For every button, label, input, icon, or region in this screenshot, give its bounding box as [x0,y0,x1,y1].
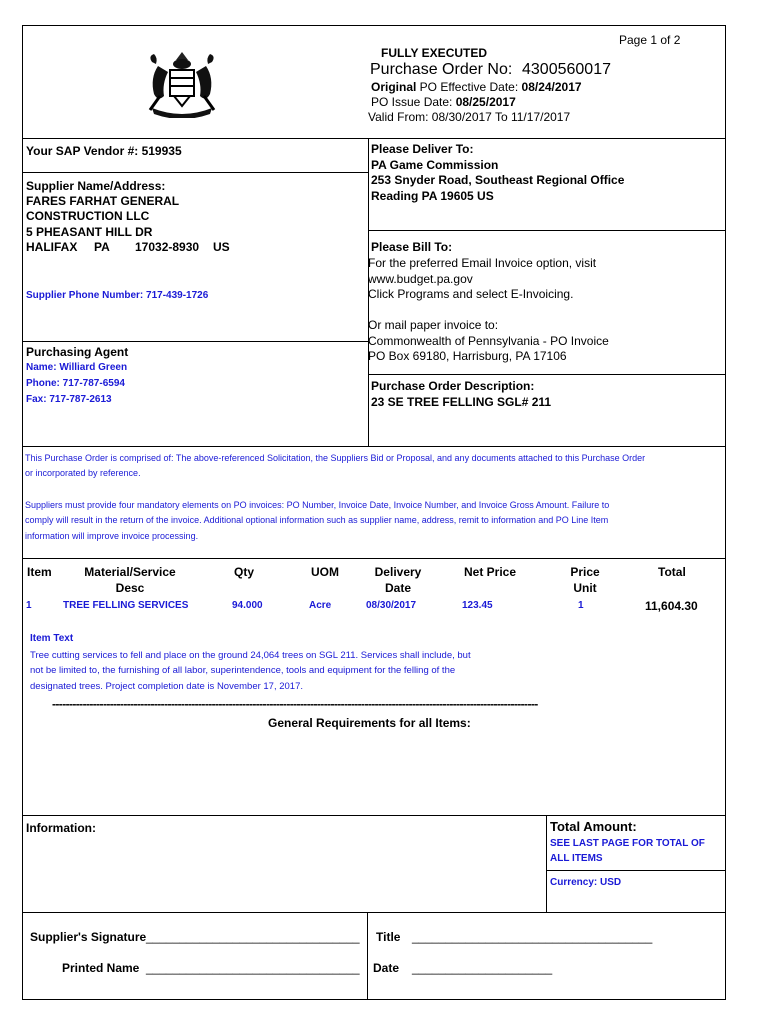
col-material-line2: Desc [115,581,145,595]
agent-phone: Phone: 717-787-6594 [26,378,125,389]
description-title: Purchase Order Description: [371,379,535,393]
supplier-signature-line[interactable]: ________________________________ [146,930,360,944]
bill-line5: Commonwealth of Pennsylvania - PO Invoice [368,334,609,348]
deliver-title: Please Deliver To: [371,142,474,156]
page-number: Page 1 of 2 [619,33,681,47]
row-item: 1 [26,600,32,611]
item-text-line2: not be limited to, the furnishing of all labor, superintendence, tools and equipment for the felling of the [30,665,456,676]
supplier-country: US [213,240,230,254]
col-price-line1: Price [570,565,600,579]
supplier-state: PA [94,240,110,254]
total-amount-title: Total Amount: [550,819,637,834]
col-item: Item [27,565,52,579]
bill-line3: Click Programs and select E-Invoicing. [368,287,574,301]
divider-footer [22,815,726,816]
deliver-line3: Reading PA 19605 US [371,189,494,203]
supplier-phone: Supplier Phone Number: 717-439-1726 [26,290,209,301]
description-text: 23 SE TREE FELLING SGL# 211 [371,395,552,409]
note-2a: Suppliers must provide four mandatory elements on PO invoices: PO Number, Invoice Date, Invoice Number, and Invoice Gross Amount. Failure to [25,500,610,510]
col-delivery-line1: Delivery [374,565,422,579]
divider-agent [22,341,368,342]
deliver-line2: 253 Snyder Road, Southeast Regional Office [371,173,625,187]
col-delivery-line2: Date [384,581,411,595]
note-1a: This Purchase Order is comprised of: The above-referenced Solicitation, the Suppliers Bid or Proposal, and any documents attached to this Purchase Order [25,453,646,463]
bill-line1: For the preferred Email Invoice option, visit [368,256,597,270]
col-price-unit [562,564,608,596]
po-issue-date [371,94,516,110]
total-line2: ALL ITEMS [550,853,603,864]
col-uom: UOM [311,565,339,579]
divider-vertical-total [546,815,547,912]
row-material: TREE FELLING SERVICES [63,600,189,611]
supplier-name-label: Supplier Name/Address: [26,179,166,193]
issue-date: 08/25/2017 [455,95,516,109]
supplier-line2: CONSTRUCTION LLC [26,209,150,223]
note-2c: information will improve invoice processing. [25,531,199,541]
col-price-line2: Unit [573,581,597,595]
divider-signature [22,912,726,913]
bill-title: Please Bill To: [371,240,453,254]
title-line[interactable]: ____________________________________ [412,930,653,944]
row-qty: 94.000 [232,600,263,611]
po-status: FULLY EXECUTED [381,46,488,60]
date-label: Date [373,961,400,975]
original-label: Original [371,80,417,94]
col-qty: Qty [234,565,255,579]
divider-vertical-signature [367,912,368,1000]
issue-label: PO Issue Date: [371,95,456,109]
row-total: 11,604.30 [645,599,698,613]
po-number: 4300560017 [522,61,611,78]
agent-fax: Fax: 717-787-2613 [26,394,112,405]
col-material [70,564,190,596]
information-label: Information: [26,821,96,835]
supplier-zip: 17032-8930 [135,240,200,254]
sap-vendor-number: Your SAP Vendor #: 519935 [26,144,182,158]
row-delivery: 08/30/2017 [366,600,417,611]
item-text-label: Item Text [30,633,74,644]
deliver-line1: PA Game Commission [371,158,499,172]
printed-name-line[interactable]: ________________________________ [146,961,360,975]
printed-name-label: Printed Name [62,961,140,975]
agent-name: Name: Williard Green [26,362,128,373]
divider-notes [22,446,726,447]
currency: Currency: USD [550,877,622,888]
col-total: Total [658,565,686,579]
supplier-line3: 5 PHEASANT HILL DR [26,225,153,239]
row-uom: Acre [309,600,332,611]
supplier-line1: FARES FARHAT GENERAL [26,194,180,208]
effective-date: 08/24/2017 [521,80,582,94]
divider-table [22,558,726,559]
note-1b: or incorporated by reference. [25,468,141,478]
divider-header [22,138,726,139]
divider-vendor [22,172,368,173]
title-label: Title [376,930,401,944]
general-requirements: General Requirements for all Items: [268,716,471,730]
separator-dashes: ----------------------------------------------------------------------------------------------------------------------------------------------- [52,698,538,710]
bill-line6: PO Box 69180, Harrisburg, PA 17106 [368,349,567,363]
col-delivery [365,564,431,596]
state-seal-icon [144,50,220,118]
divider-description [368,374,726,375]
purchasing-agent-title: Purchasing Agent [26,345,129,359]
item-text-line3: designated trees. Project completion date is November 17, 2017. [30,681,304,692]
date-line[interactable]: _____________________ [412,961,553,975]
supplier-signature-label: Supplier's Signature [30,930,147,944]
row-price-unit: 1 [578,600,584,611]
note-2b: comply will result in the return of the invoice. Additional optional information such as supplier name, address, remit to information and PO Line Item [25,515,609,525]
divider-deliver [368,230,726,231]
item-text-line1: Tree cutting services to fell and place on the ground 24,064 trees on SGL 211. Services shall include, but [30,650,471,661]
supplier-city: HALIFAX [26,240,78,254]
bill-line4: Or mail paper invoice to: [368,318,499,332]
col-net-price: Net Price [464,565,517,579]
valid-dates: Valid From: 08/30/2017 To 11/17/2017 [368,110,571,124]
bill-link[interactable]: www.budget.pa.gov [368,272,473,286]
row-net-price: 123.45 [462,600,493,611]
effective-label: PO Effective Date: [416,80,522,94]
divider-currency [546,870,726,871]
total-line1: SEE LAST PAGE FOR TOTAL OF [550,838,705,849]
po-effective-date [371,79,582,95]
col-material-line1: Material/Service [84,565,176,579]
po-number-label: Purchase Order No: [370,61,513,78]
